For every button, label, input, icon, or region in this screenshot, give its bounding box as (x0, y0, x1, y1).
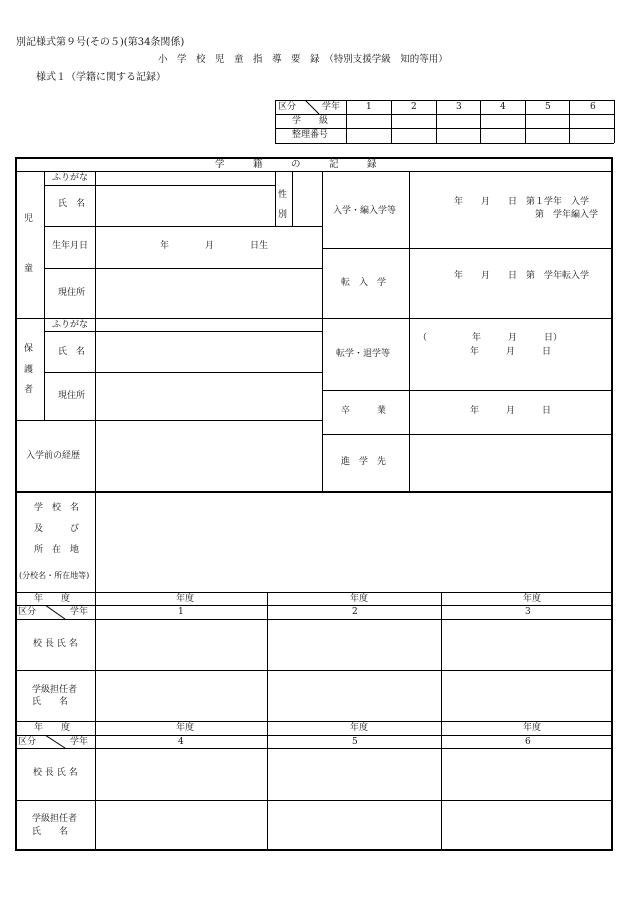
grade-cell: 3 (525, 607, 531, 617)
guardian-label-1: 保 (24, 344, 34, 354)
school-name-label: 学 校 名 (34, 503, 80, 513)
transfer-out-value: （ 年 月 日） (418, 333, 563, 343)
guardian-label-2: 護 (24, 365, 34, 375)
child-label-2: 童 (24, 264, 34, 274)
nendo-cell: 年度 (176, 594, 195, 604)
name-label: 氏 名 (58, 199, 86, 209)
address-label: 現住所 (58, 288, 86, 298)
transfer-out-value-2: 年 月 日 (470, 347, 552, 357)
grade-header: 4 (500, 102, 506, 112)
nendo-cell: 年度 (350, 723, 369, 733)
transfer-in-label: 転 入 学 (341, 278, 387, 288)
guardian-furigana-label: ふりがな (52, 320, 89, 330)
grade-cell: 4 (178, 737, 184, 747)
number-row-label: 整理番号 (292, 130, 329, 140)
nendo-cell: 年度 (523, 723, 542, 733)
sex-label: 性別 (278, 190, 288, 220)
admission-value-2: 第 学年編入学 (535, 210, 599, 220)
section-title: 学 籍 の 記 録 (215, 159, 377, 170)
guardian-label-3: 者 (24, 385, 34, 395)
grade-header: 3 (456, 102, 462, 112)
graduation-value: 年 月 日 (470, 406, 552, 416)
grade-cell: 2 (352, 607, 358, 617)
principal-label-bottom: 校 長 氏 名 (33, 768, 78, 778)
grade-header: 5 (545, 102, 551, 112)
document-subtitle: 様式１（学籍に関する記録） (36, 72, 166, 83)
nendo-cell: 年度 (523, 594, 542, 604)
grade-cell: 1 (178, 607, 184, 617)
class-row-label: 学 級 (292, 116, 329, 126)
grade-cell: 5 (352, 737, 358, 747)
transfer-in-value: 年 月 日 第 学年転入学 (454, 271, 590, 281)
grade-header: 1 (366, 102, 372, 112)
guardian-name-label: 氏 名 (58, 347, 86, 357)
gakunen-label-bottom: 学年 (70, 737, 89, 747)
child-label-1: 児 (24, 214, 34, 224)
school-and-label: 及 び (34, 524, 80, 534)
destination-label: 進 学 先 (341, 457, 387, 467)
prior-history-label: 入学前の経歴 (26, 451, 81, 461)
nendo-label-top: 年 度 (34, 594, 71, 604)
grade-header: 2 (411, 102, 417, 112)
kubun-label-top: 区分 (18, 607, 37, 617)
nendo-cell: 年度 (350, 594, 369, 604)
grade-header: 6 (590, 102, 596, 112)
teacher-name-label-top: 氏 名 (32, 697, 69, 707)
furigana-label: ふりがな (52, 173, 89, 183)
gakunen-label-top: 学年 (70, 607, 89, 617)
kubun-label: 区分 (278, 102, 297, 112)
form-reference: 別記様式第９号(その５)(第34条関係) (16, 37, 185, 48)
teacher-name-label-bottom: 氏 名 (32, 827, 69, 837)
admission-value: 年 月 日 第１学年 入学 (454, 197, 590, 207)
nendo-cell: 年度 (176, 723, 195, 733)
admission-label: 入学・編入学等 (333, 206, 397, 216)
birthdate-value: 年 月 日生 (160, 241, 269, 251)
birthdate-label: 生年月日 (52, 241, 89, 251)
guardian-address-label: 現住所 (58, 391, 86, 401)
kubun-label-bottom: 区分 (18, 737, 37, 747)
teacher-label-bottom: 学級担任者 (32, 814, 78, 824)
transfer-out-label: 転学・退学等 (336, 349, 391, 359)
branch-school-label: (分校名・所在地等) (19, 571, 90, 580)
nendo-label-bottom: 年 度 (34, 723, 71, 733)
principal-label-top: 校 長 氏 名 (33, 639, 78, 649)
document-title: 小 学 校 児 童 指 導 要 録 （特別支援学級 知的等用） (158, 54, 448, 65)
school-location-label: 所 在 地 (34, 545, 80, 555)
graduation-label: 卒 業 (341, 406, 387, 416)
grade-cell: 6 (525, 737, 531, 747)
teacher-label-top: 学級担任者 (32, 685, 78, 695)
gakunen-label: 学年 (322, 102, 341, 112)
